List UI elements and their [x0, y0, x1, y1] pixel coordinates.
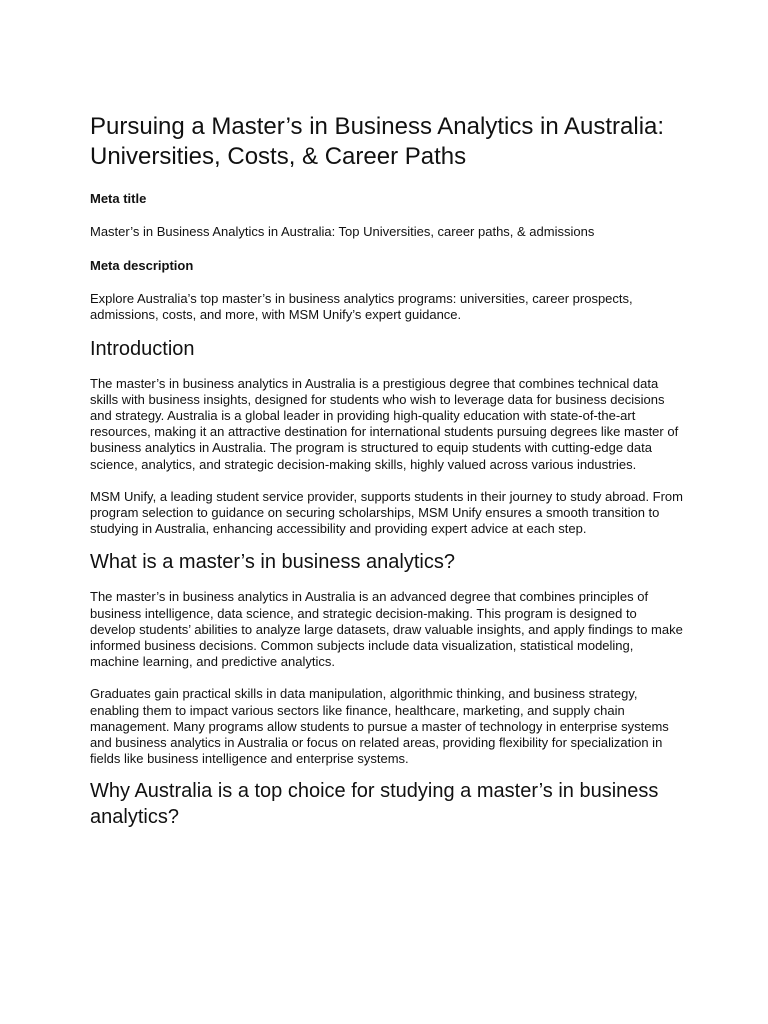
- section-heading-introduction: Introduction: [90, 337, 195, 360]
- meta-description-text: Explore Australia’s top master’s in business analytics programs: universities, career prospects, admissions, costs, and more, with MSM Unify’s expert guidance.: [90, 291, 633, 323]
- meta-description-label: Meta description: [90, 258, 194, 274]
- what-is-paragraph-1: The master’s in business analytics in Australia is an advanced degree that combines principles of business intelligence, data science, and strategic decision-making. This program is designed to develop students’ abilities to analyze large datasets, draw valuable insights, and apply findings to make informed business decisions. Common subjects include data visualization, statistical modeling, machine learning, and predictive analytics.: [90, 589, 683, 670]
- document-title: Pursuing a Master’s in Business Analytics in Australia: Universities, Costs, & Career Paths: [90, 113, 665, 170]
- what-is-paragraph-2: Graduates gain practical skills in data manipulation, algorithmic thinking, and business strategy, enabling them to impact various sectors like finance, healthcare, marketing, and supply chain management. Many programs allow students to pursue a master of technology in enterprise systems and business analytics in Australia or focus on related areas, providing flexibility for specialization in fields like business intelligence and enterprise systems.: [90, 686, 669, 767]
- meta-title-text: Master’s in Business Analytics in Australia: Top Universities, career paths, & admissions: [90, 224, 595, 239]
- document-page: [90, 112, 685, 830]
- introduction-paragraph-1: The master’s in business analytics in Australia is a prestigious degree that combines technical data skills with business insights, designed for students who wish to leverage data for business decisions and strategy. Australia is a global leader in providing high-quality education with state-of-the-art resources, making it an attractive destination for international students pursuing degrees like master of business analytics in Australia. The program is structured to equip students with cutting-edge data science, analytics, and strategic decision-making skills, highly valued across various industries.: [90, 375, 679, 472]
- introduction-paragraph-2: MSM Unify, a leading student service provider, supports students in their journey to study abroad. From program selection to guidance on securing scholarships, MSM Unify ensures a smooth transition to studying in Australia, enhancing accessibility and providing expert advice at each step.: [90, 488, 683, 537]
- section-heading-what-is: What is a master’s in business analytics?: [90, 551, 455, 574]
- section-heading-why-australia: Why Australia is a top choice for studying a master’s in business analytics?: [90, 780, 659, 829]
- meta-title-label: Meta title: [90, 191, 147, 206]
